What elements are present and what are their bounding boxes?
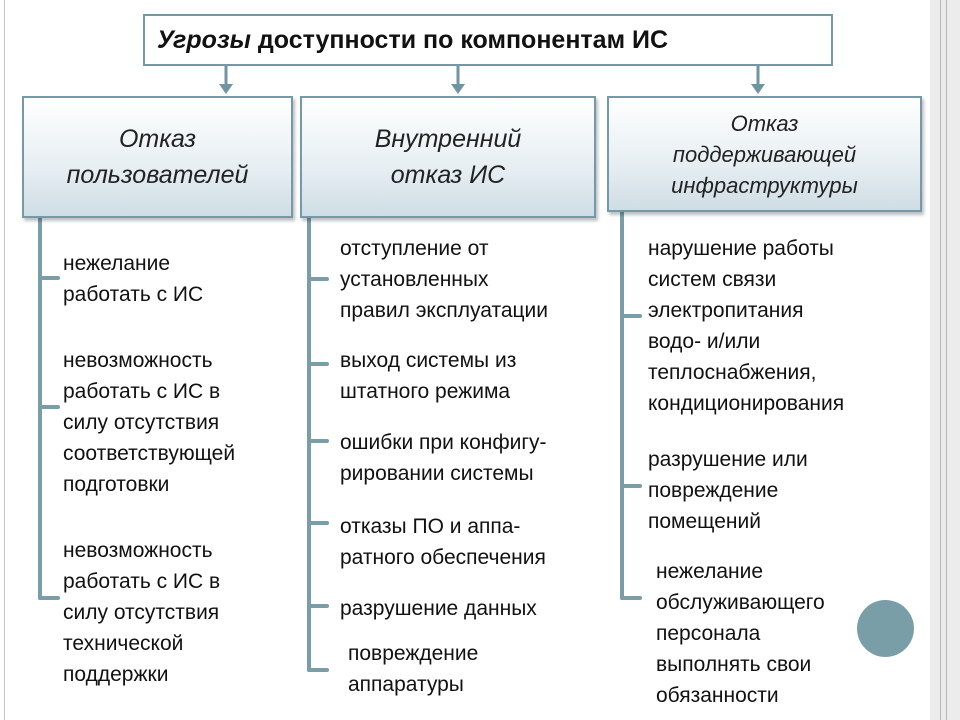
item-line: соответствующей [63,442,236,465]
item-line: обязанности [656,684,779,707]
item-line: разрушение данных [340,597,537,620]
header-line: Внутренний [374,125,522,153]
col1-item-1 [63,248,203,310]
col2-item-3 [340,427,547,489]
item-line: электропитания [648,299,804,322]
col2-item-2 [340,345,516,407]
item-line: работать с ИС в [63,570,221,593]
arrowhead-col3 [751,84,765,94]
item-line: невозможность [63,539,213,562]
diagram-title [143,14,833,66]
item-line: отступление от [340,237,489,260]
title-rest-part: доступности по компонентам ИС [250,25,669,54]
item-line: помещений [648,510,761,533]
item-line: персонала [656,622,761,645]
item-line: выполнять свои [656,653,812,676]
header-line: инфраструктуры [671,172,858,198]
col2-item-6 [348,638,478,700]
item-line: кондиционирования [648,392,845,415]
col3-item-1 [648,233,844,419]
item-line: аппаратуры [348,673,464,696]
header-infrastructure-failure [607,96,922,212]
item-line: правил эксплуатации [340,299,549,322]
col1-item-2 [63,345,235,500]
item-line: систем связи [648,268,777,291]
item-line: водо- и/или [648,330,761,353]
header-internal-failure [300,96,596,218]
item-line: невозможность [63,349,213,372]
item-line: ратного обеспечения [340,546,546,569]
col1-item-3 [63,535,220,690]
header-line: Отказ [118,125,197,153]
header-line: отказ ИС [390,161,506,189]
header-line: поддерживающей [672,141,857,167]
col2-item-5 [340,593,537,624]
item-line: повреждение [648,479,779,502]
item-line: рировании системы [340,462,534,485]
item-line: выход системы из [340,349,517,372]
item-line: поддержки [63,663,169,686]
item-line: силу отсутствия [63,601,220,624]
item-line: подготовки [63,473,170,496]
decorative-circle [857,600,914,657]
item-line: отказы ПО и аппа- [340,515,521,538]
item-line: нежелание [63,252,171,275]
item-line: технической [63,632,184,655]
item-line: силу отсутствия [63,411,220,434]
item-line: ошибки при конфигу- [340,431,547,454]
item-line: теплоснабжения, [648,361,817,384]
item-line: разрушение или [648,448,808,471]
header-line: пользователей [66,161,249,189]
item-line: нежелание [656,560,764,583]
item-line: штатного режима [340,380,511,403]
item-line: обслуживающего [656,591,825,614]
item-line: повреждение [348,642,479,665]
col2-item-4 [340,511,546,573]
title-italic-part: Угрозы [157,25,251,54]
item-line: нарушение работы [648,237,834,260]
arrowhead-col2 [451,84,465,94]
col3-item-3 [656,556,825,711]
item-line: работать с ИС в [63,380,221,403]
header-user-failure [22,96,293,218]
arrowhead-col1 [219,84,233,94]
item-line: установленных [340,268,489,291]
col3-item-2 [648,444,808,537]
col2-item-1 [340,233,548,326]
header-line: Отказ [730,110,799,136]
item-line: работать с ИС [63,283,204,306]
